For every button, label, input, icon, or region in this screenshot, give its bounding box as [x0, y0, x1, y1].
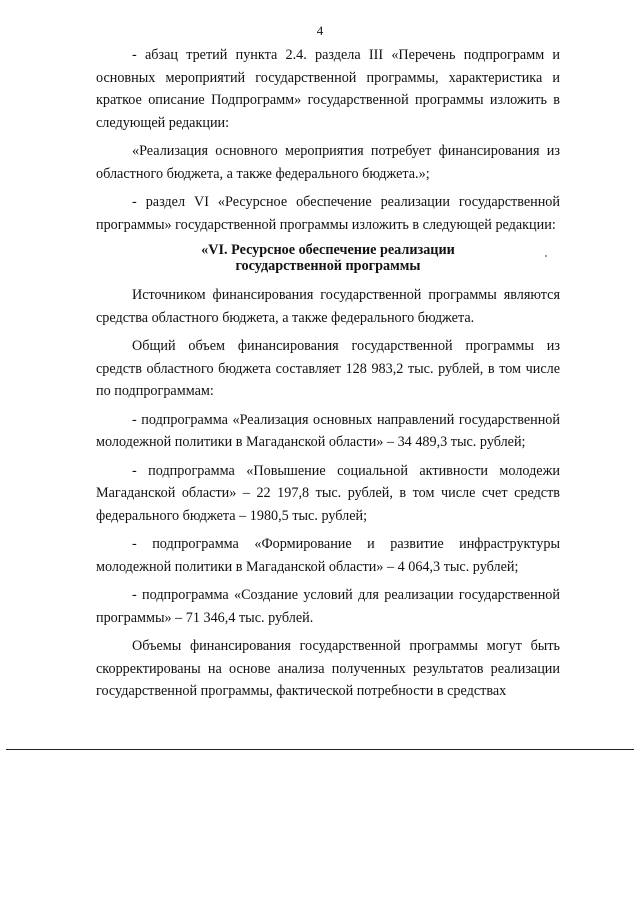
section-heading-line-2: государственной программы: [235, 258, 421, 274]
paragraph-quoted-funding: «Реализация основного мероприятия потребует финансирования из областного бюджета, а также федерального бюджета.»;: [96, 143, 560, 182]
list-item-subprogram-infrastructure: - подпрограмма «Формирование и развитие инфраструктуры молодежной политики в Магаданской области» – 4 064,3 тыс. рублей;: [96, 536, 560, 575]
list-item-subprogram-conditions: - подпрограмма «Создание условий для реализации государственной программы» – 71 346,4 тыс. рублей.: [96, 587, 560, 626]
section-heading-line-1: «VI. Ресурсное обеспечение реализации: [201, 242, 455, 258]
bottom-divider: [6, 749, 634, 750]
paragraph-amend-section-6: - раздел VI «Ресурсное обеспечение реализации государственной программы» государственной программы изложить в следующей редакции:: [96, 194, 560, 233]
document-body: [96, 44, 560, 709]
list-item-subprogram-youth-policy: - подпрограмма «Реализация основных направлений государственной молодежной политики в Магаданской области» – 34 489,3 тыс. рублей;: [96, 411, 560, 450]
section-heading: [96, 242, 560, 274]
paragraph-funding-sources: Источником финансирования государственной программы являются средства областного бюджета, а также федерального бюджета.: [96, 287, 560, 326]
paragraph-total-funding: Общий объем финансирования государственной программы из средств областного бюджета составляет 128 983,2 тыс. рублей, в том числе по подпрограммам:: [96, 338, 560, 399]
page-number: 4: [316, 23, 324, 38]
paragraph-funding-adjustment: Объемы финансирования государственной программы могут быть скорректированы на основе анализа полученных результатов реализации государственной программы, фактической потребности в средствах: [96, 638, 560, 699]
list-item-subprogram-social-activity: - подпрограмма «Повышение социальной активности молодежи Магаданской области» – 22 197,8 тыс. рублей, в том числе счет средств федерального бюджета – 1980,5 тыс. рублей;: [96, 462, 560, 524]
paragraph-amend-section-3: - абзац третий пункта 2.4. раздела III «Перечень подпрограмм и основных мероприятий государственной программы, характеристика и краткое описание Подпрограмм» государственной программы изложить в следующей редакции:: [96, 47, 560, 131]
